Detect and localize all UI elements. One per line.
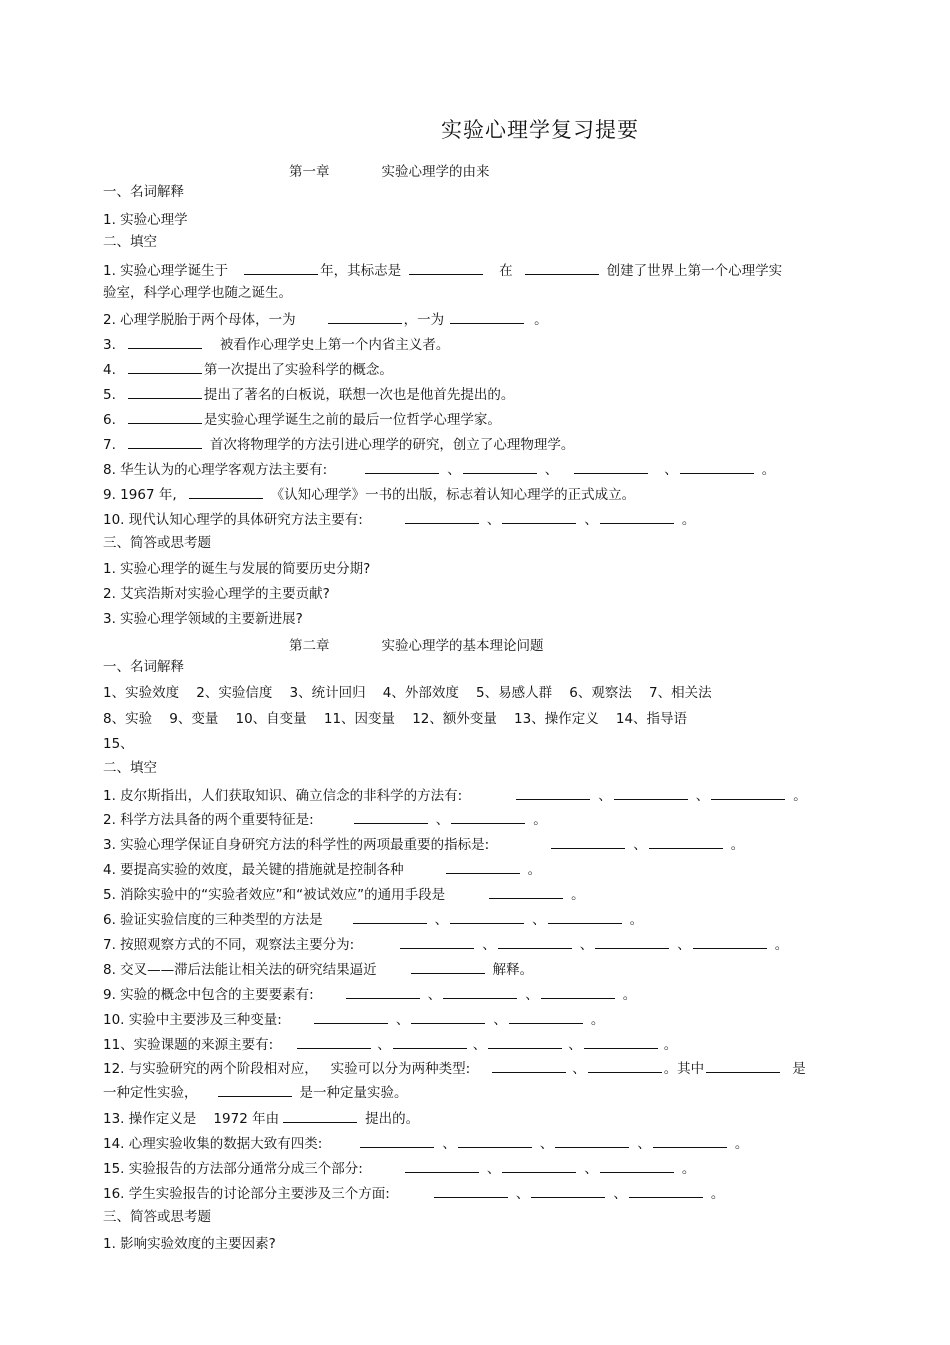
blank[interactable] (574, 460, 648, 474)
fill-item-1: 1. 皮尔斯指出，人们获取知识、确立信念的非科学的方法有: 、 、 。 (103, 788, 807, 804)
blank[interactable] (502, 510, 576, 524)
blank[interactable] (328, 310, 402, 324)
blank[interactable] (405, 510, 479, 524)
fill-item-1: 1. 实验心理学诞生于 年，其标志是 在 创建了世界上第一个心理学实 (103, 263, 783, 279)
fill-item-12: 12. 与实验研究的两个阶段相对应， 实验可以分为两种类型: 、 。其中 是 (103, 1061, 806, 1077)
blank[interactable] (218, 1083, 292, 1097)
blank[interactable] (451, 810, 525, 824)
fill-item-8: 8. 交叉——滞后法能让相关法的研究结果逼近 解释。 (103, 962, 534, 978)
fill-item-7: 7. 按照观察方式的不同，观察法主要分为: 、 、 、 。 (103, 937, 789, 953)
term-item: 1. 实验心理学 (103, 212, 188, 228)
blank[interactable] (189, 485, 263, 499)
blank[interactable] (548, 910, 622, 924)
section-heading: 二、填空 (103, 234, 157, 250)
fill-item-12-cont: 一种定性实验， 是一种定量实验。 (103, 1085, 408, 1101)
blank[interactable] (409, 261, 483, 275)
blank[interactable] (525, 261, 599, 275)
fill-item-3: 3. 实验心理学保证自身研究方法的科学性的两项最重要的指标是: 、 。 (103, 837, 745, 853)
blank[interactable] (405, 1159, 479, 1173)
fill-item-7: 7. 首次将物理学的方法引进心理学的研究，创立了心理物理学。 (103, 437, 575, 453)
section-heading: 三、简答或思考题 (103, 535, 211, 551)
chapter-1-name: 实验心理学的由来 (381, 164, 490, 180)
fill-item-13: 13. 操作定义是 1972 年由 提出的。 (103, 1111, 420, 1127)
blank[interactable] (555, 1134, 629, 1148)
fill-item-4: 4. 第一次提出了实验科学的概念。 (103, 362, 393, 378)
blank[interactable] (653, 1134, 727, 1148)
blank[interactable] (595, 935, 669, 949)
blank[interactable] (128, 360, 202, 374)
document-title: 实验心理学复习提要 (441, 118, 639, 142)
blank[interactable] (450, 310, 524, 324)
question-item: 3. 实验心理学领域的主要新进展? (103, 611, 303, 627)
blank[interactable] (365, 460, 439, 474)
blank[interactable] (128, 335, 202, 349)
blank[interactable] (346, 985, 420, 999)
fill-item-4: 4. 要提高实验的效度，最关键的措施就是控制各种 。 (103, 862, 542, 878)
chapter-2-label: 第二章 (289, 638, 330, 654)
blank[interactable] (297, 1035, 371, 1049)
blank[interactable] (314, 1010, 388, 1024)
blank[interactable] (128, 435, 202, 449)
fill-item-9: 9. 1967 年, 《认知心理学》一书的出版，标志着认知心理学的正式成立。 (103, 487, 636, 503)
blank[interactable] (411, 960, 485, 974)
blank[interactable] (600, 510, 674, 524)
section-heading: 一、名词解释 (103, 659, 184, 675)
fill-item-2: 2. 科学方法具备的两个重要特征是: 、 。 (103, 812, 547, 828)
blank[interactable] (463, 460, 537, 474)
chapter-1-label: 第一章 (289, 164, 330, 180)
blank[interactable] (353, 910, 427, 924)
blank[interactable] (489, 885, 563, 899)
blank[interactable] (400, 935, 474, 949)
fill-item-1-cont: 验室，科学心理学也随之诞生。 (103, 285, 292, 301)
blank[interactable] (680, 460, 754, 474)
fill-item-14: 14. 心理实验收集的数据大致有四类: 、 、 、 。 (103, 1136, 749, 1152)
fill-item-8: 8. 华生认为的心理学客观方法主要有: 、 、 、 。 (103, 462, 776, 478)
fill-item-15: 15. 实验报告的方法部分通常分成三个部分: 、 、 。 (103, 1161, 696, 1177)
fill-item-5: 5. 消除实验中的“实验者效应”和“被试效应”的通用手段是 。 (103, 887, 585, 903)
blank[interactable] (516, 786, 590, 800)
blank[interactable] (128, 410, 202, 424)
blank[interactable] (509, 1010, 583, 1024)
blank[interactable] (629, 1184, 703, 1198)
blank[interactable] (360, 1134, 434, 1148)
blank[interactable] (498, 935, 572, 949)
fill-item-10: 10. 实验中主要涉及三种变量: 、 、 。 (103, 1012, 605, 1028)
section-heading: 一、名词解释 (103, 184, 184, 200)
blank[interactable] (531, 1184, 605, 1198)
fill-item-11: 11、实验课题的来源主要有: 、 、 、 。 (103, 1037, 678, 1053)
blank[interactable] (693, 935, 767, 949)
fill-item-5: 5. 提出了著名的白板说，联想一次也是他首先提出的。 (103, 387, 515, 403)
fill-item-9: 9. 实验的概念中包含的主要要素有: 、 、 。 (103, 987, 637, 1003)
term-list: 1、实验效度 2、实验信度 3、统计回归 4、外部效度 5、易感人群 6、观察法 7、相关法 (103, 685, 712, 701)
blank[interactable] (458, 1134, 532, 1148)
blank[interactable] (541, 985, 615, 999)
blank[interactable] (711, 786, 785, 800)
blank[interactable] (354, 810, 428, 824)
section-heading: 三、简答或思考题 (103, 1209, 211, 1225)
chapter-2-heading (289, 634, 544, 654)
section-heading: 二、填空 (103, 760, 157, 776)
fill-item-16: 16. 学生实验报告的讨论部分主要涉及三个方面: 、 、 。 (103, 1186, 725, 1202)
chapter-2-name: 实验心理学的基本理论问题 (381, 638, 544, 654)
blank[interactable] (492, 1059, 566, 1073)
blank[interactable] (393, 1035, 467, 1049)
blank[interactable] (411, 1010, 485, 1024)
question-item: 1. 影响实验效度的主要因素? (103, 1236, 276, 1252)
blank[interactable] (584, 1035, 658, 1049)
fill-item-3: 3. 被看作心理学史上第一个内省主义者。 (103, 337, 450, 353)
blank[interactable] (283, 1109, 357, 1123)
fill-item-6: 6. 验证实验信度的三种类型的方法是 、 、 。 (103, 912, 644, 928)
blank[interactable] (600, 1159, 674, 1173)
blank[interactable] (614, 786, 688, 800)
blank[interactable] (649, 835, 723, 849)
blank[interactable] (244, 261, 318, 275)
blank[interactable] (434, 1184, 508, 1198)
term-list: 8、实验 9、变量 10、自变量 11、因变量 12、额外变量 13、操作定义 14、指导语 (103, 711, 688, 727)
fill-item-6: 6. 是实验心理学诞生之前的最后一位哲学心理学家。 (103, 412, 501, 428)
blank[interactable] (450, 910, 524, 924)
blank[interactable] (551, 835, 625, 849)
blank[interactable] (443, 985, 517, 999)
blank[interactable] (488, 1035, 562, 1049)
fill-item-2: 2. 心理学脱胎于两个母体，一为 ，一为 。 (103, 312, 548, 328)
term-list: 15、 (103, 736, 134, 752)
question-item: 2. 艾宾浩斯对实验心理学的主要贡献? (103, 586, 330, 602)
blank[interactable] (588, 1059, 662, 1073)
blank[interactable] (706, 1059, 780, 1073)
chapter-1-heading (289, 160, 490, 180)
blank[interactable] (502, 1159, 576, 1173)
fill-item-10: 10. 现代认知心理学的具体研究方法主要有: 、 、 。 (103, 512, 696, 528)
question-item: 1. 实验心理学的诞生与发展的简要历史分期? (103, 561, 371, 577)
blank[interactable] (128, 385, 202, 399)
blank[interactable] (446, 860, 520, 874)
